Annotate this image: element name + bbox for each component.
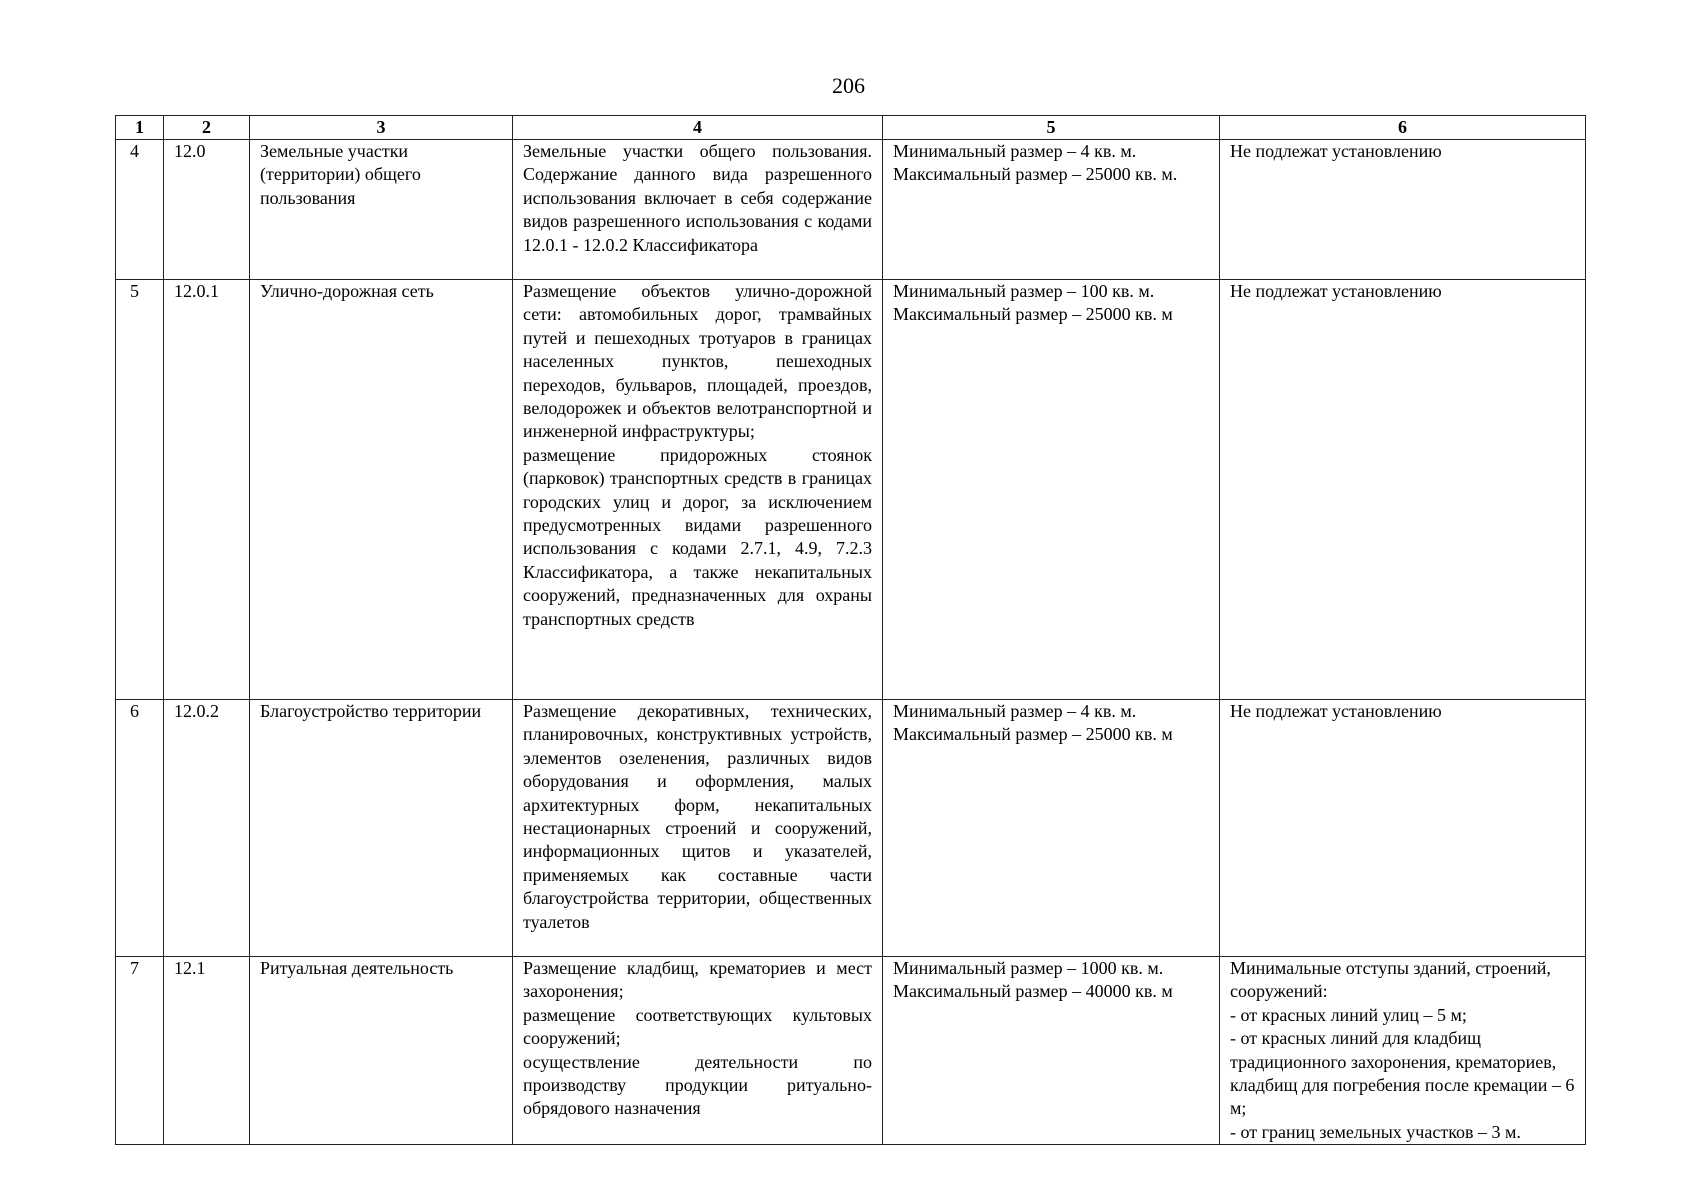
row-number: 7 (116, 957, 164, 1145)
use-name: Ритуальная деятельность (250, 957, 513, 1145)
plot-size (883, 140, 1220, 280)
page-number: 206 (832, 73, 865, 98)
description-paragraph: Размещение декоративных, технических, планировочных, конструктивных устройств, элементов озеленения, различных видов оборудования и оформления, малых архитектурных форм, некапитальных нестационарных строений и сооружений, информационных щитов и указателей, применяемых как составные части благоустройства территории, общественных туалетов (523, 701, 872, 932)
table-row (116, 957, 1586, 1145)
plot-size (883, 280, 1220, 700)
description-paragraph: осуществление деятельности по производству продукции ритуально-обрядового назначения (523, 1051, 872, 1119)
land-use-table (115, 115, 1586, 1145)
row-number: 4 (116, 140, 164, 280)
construction-limits (1220, 280, 1586, 700)
description-paragraph: Земельные участки общего пользования. Содержание данного вида разрешенного использования включает в себя содержание видов разрешенного использования с кодами 12.0.1 - 12.0.2 Классификатора (523, 141, 872, 255)
use-description (513, 957, 883, 1145)
column-header-2: 2 (164, 116, 250, 140)
use-code: 12.0 (164, 140, 250, 280)
size-min: Минимальный размер – 1000 кв. м. (893, 958, 1164, 978)
size-min: Минимальный размер – 4 кв. м. (893, 141, 1137, 161)
description-paragraph: размещение соответствующих культовых сооружений; (523, 1004, 872, 1049)
row-number: 5 (116, 280, 164, 700)
use-code: 12.0.1 (164, 280, 250, 700)
limits-line: Не подлежат установлению (1230, 281, 1442, 301)
construction-limits (1220, 957, 1586, 1145)
row-number: 6 (116, 700, 164, 957)
limits-line: - от границ земельных участков – 3 м. (1230, 1121, 1521, 1142)
use-name: Благоустройство территории (250, 700, 513, 957)
plot-size (883, 700, 1220, 957)
table-row (116, 140, 1586, 280)
use-description (513, 700, 883, 957)
size-min: Минимальный размер – 100 кв. м. (893, 281, 1155, 301)
table-header-row (116, 116, 1586, 140)
size-max: Максимальный размер – 25000 кв. м (893, 724, 1173, 745)
description-paragraph: Размещение кладбищ, крематориев и мест захоронения; (523, 958, 872, 1002)
limits-line: Минимальные отступы зданий, строений, сооружений: (1230, 958, 1551, 1002)
table-row (116, 700, 1586, 957)
limits-line: - от красных линий улиц – 5 м; (1230, 1004, 1467, 1025)
use-code: 12.0.2 (164, 700, 250, 957)
description-paragraph: размещение придорожных стоянок (парковок) транспортных средств в границах городских улиц и дорог, за исключением предусмотренных видами разрешенного использования с кодами 2.7.1, 4.9, 7.2.3 Классификатора, а также некапитальных сооружений, предназначенных для охраны транспортных средств (523, 444, 872, 629)
table-row (116, 280, 1586, 700)
construction-limits (1220, 700, 1586, 957)
use-description (513, 280, 883, 700)
column-header-6: 6 (1220, 116, 1586, 140)
column-header-5: 5 (883, 116, 1220, 140)
plot-size (883, 957, 1220, 1145)
use-name: Улично-дорожная сеть (250, 280, 513, 700)
use-code: 12.1 (164, 957, 250, 1145)
column-header-3: 3 (250, 116, 513, 140)
size-min: Минимальный размер – 4 кв. м. (893, 701, 1137, 721)
construction-limits (1220, 140, 1586, 280)
column-header-1: 1 (116, 116, 164, 140)
column-header-4: 4 (513, 116, 883, 140)
limits-line: Не подлежат установлению (1230, 701, 1442, 721)
description-paragraph: Размещение объектов улично-дорожной сети: автомобильных дорог, трамвайных путей и пешеходных тротуаров в границах населенных пунктов, пешеходных переходов, бульваров, площадей, проездов, велодорожек и объектов велотранспортной и инженерной инфраструктуры; (523, 281, 872, 442)
size-max: Максимальный размер – 25000 кв. м. (893, 164, 1178, 185)
use-name: Земельные участки (территории) общего пользования (250, 140, 513, 280)
limits-line: - от красных линий для кладбищ традиционного захоронения, крематориев, кладбищ для погребения после кремации – 6 м; (1230, 1028, 1575, 1119)
size-max: Максимальный размер – 40000 кв. м (893, 981, 1173, 1002)
use-description (513, 140, 883, 280)
size-max: Максимальный размер – 25000 кв. м (893, 304, 1173, 325)
limits-line: Не подлежат установлению (1230, 141, 1442, 161)
